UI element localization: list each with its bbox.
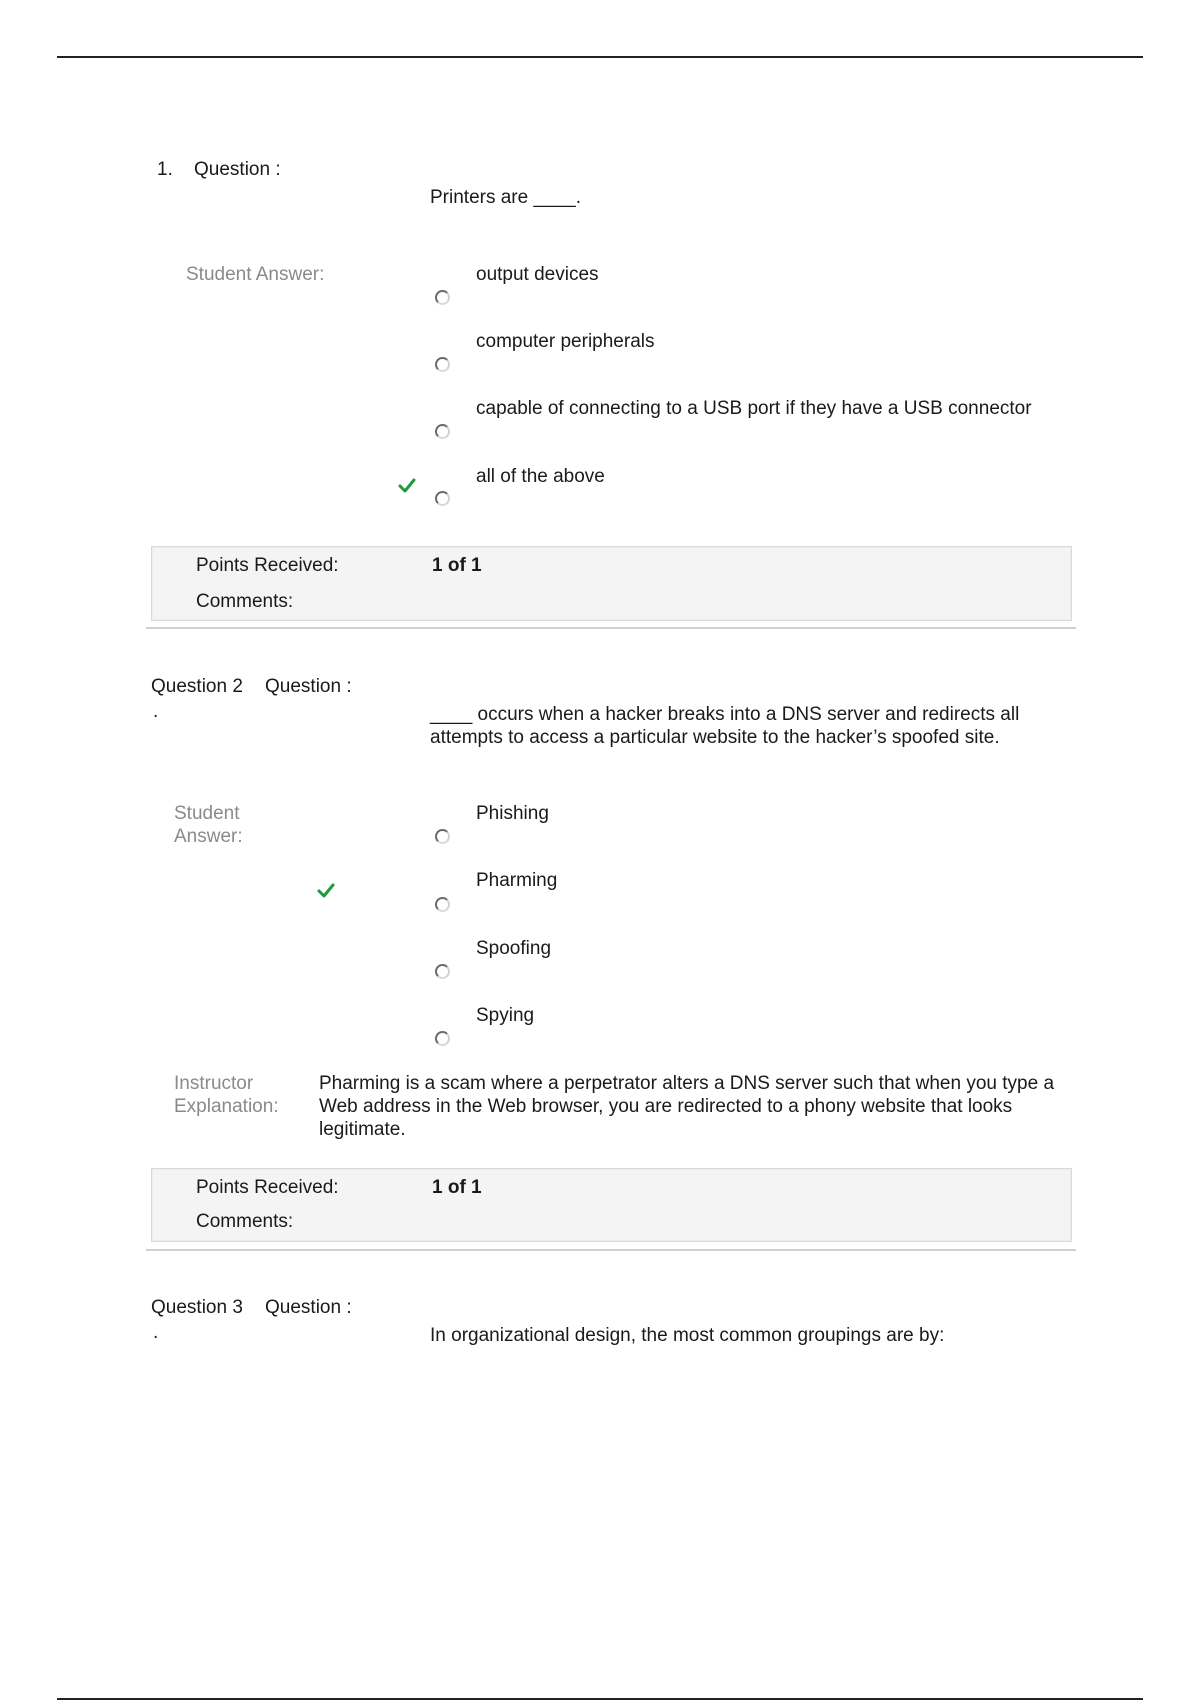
answer-option-correct: Pharming [476, 870, 558, 891]
question-number: 1. [157, 159, 173, 180]
checkmark-icon [317, 882, 335, 900]
radio-button-icon[interactable] [435, 290, 450, 305]
comments-label: Comments: [196, 591, 294, 612]
question-label: Question : [194, 159, 281, 180]
question-separator [146, 1249, 1076, 1251]
question-text: In organizational design, the most common groupings are by: [430, 1325, 945, 1346]
comments-label: Comments: [196, 1211, 294, 1232]
answer-option: Spying [476, 1005, 535, 1026]
question-text: ____ occurs when a hacker breaks into a DNS server and redirects all attempts to access a particular website to the hacker’s spoofed site. [430, 704, 1020, 748]
student-answer-label: Student Answer: [186, 264, 325, 285]
answer-option: computer peripherals [476, 331, 655, 352]
instructor-explanation-label-line: Instructor [174, 1073, 254, 1094]
question-label: Question : [265, 676, 352, 697]
points-received-value: 1 of 1 [432, 555, 482, 576]
answer-option: Phishing [476, 803, 549, 824]
answer-option: output devices [476, 264, 599, 285]
instructor-explanation-label [174, 1072, 279, 1118]
question-label: Question : [265, 1297, 352, 1318]
radio-button-icon[interactable] [435, 897, 450, 912]
student-answer-label-line: Student [174, 803, 240, 824]
answer-option: Spoofing [476, 938, 552, 959]
radio-button-icon[interactable] [435, 357, 450, 372]
student-answer-label [174, 802, 243, 848]
question-number: Question 3 [151, 1297, 243, 1318]
question-number: Question 2 [151, 676, 243, 697]
points-received-label: Points Received: [196, 555, 339, 576]
student-answer-label-line: Answer: [174, 826, 243, 847]
question-number-dot: . [153, 701, 159, 722]
radio-button-icon[interactable] [435, 829, 450, 844]
points-received-value: 1 of 1 [432, 1177, 482, 1198]
radio-button-icon[interactable] [435, 1031, 450, 1046]
instructor-explanation-text: Pharming is a scam where a perpetrator alters a DNS server such that when you type a Web address in the Web browser, you are redirected to a phony website that looks legitimate. [319, 1073, 1055, 1140]
answer-option-correct: all of the above [476, 466, 605, 487]
radio-button-icon[interactable] [435, 491, 450, 506]
top-rule [57, 56, 1143, 58]
radio-button-icon[interactable] [435, 964, 450, 979]
answer-option: capable of connecting to a USB port if they have a USB connector [476, 398, 1032, 419]
question-text: Printers are ____. [430, 187, 582, 208]
points-received-label: Points Received: [196, 1177, 339, 1198]
checkmark-icon [398, 477, 416, 495]
instructor-explanation-label-line: Explanation: [174, 1096, 279, 1117]
radio-button-icon[interactable] [435, 424, 450, 439]
question-number-dot: . [153, 1322, 159, 1343]
question-separator [146, 627, 1076, 629]
